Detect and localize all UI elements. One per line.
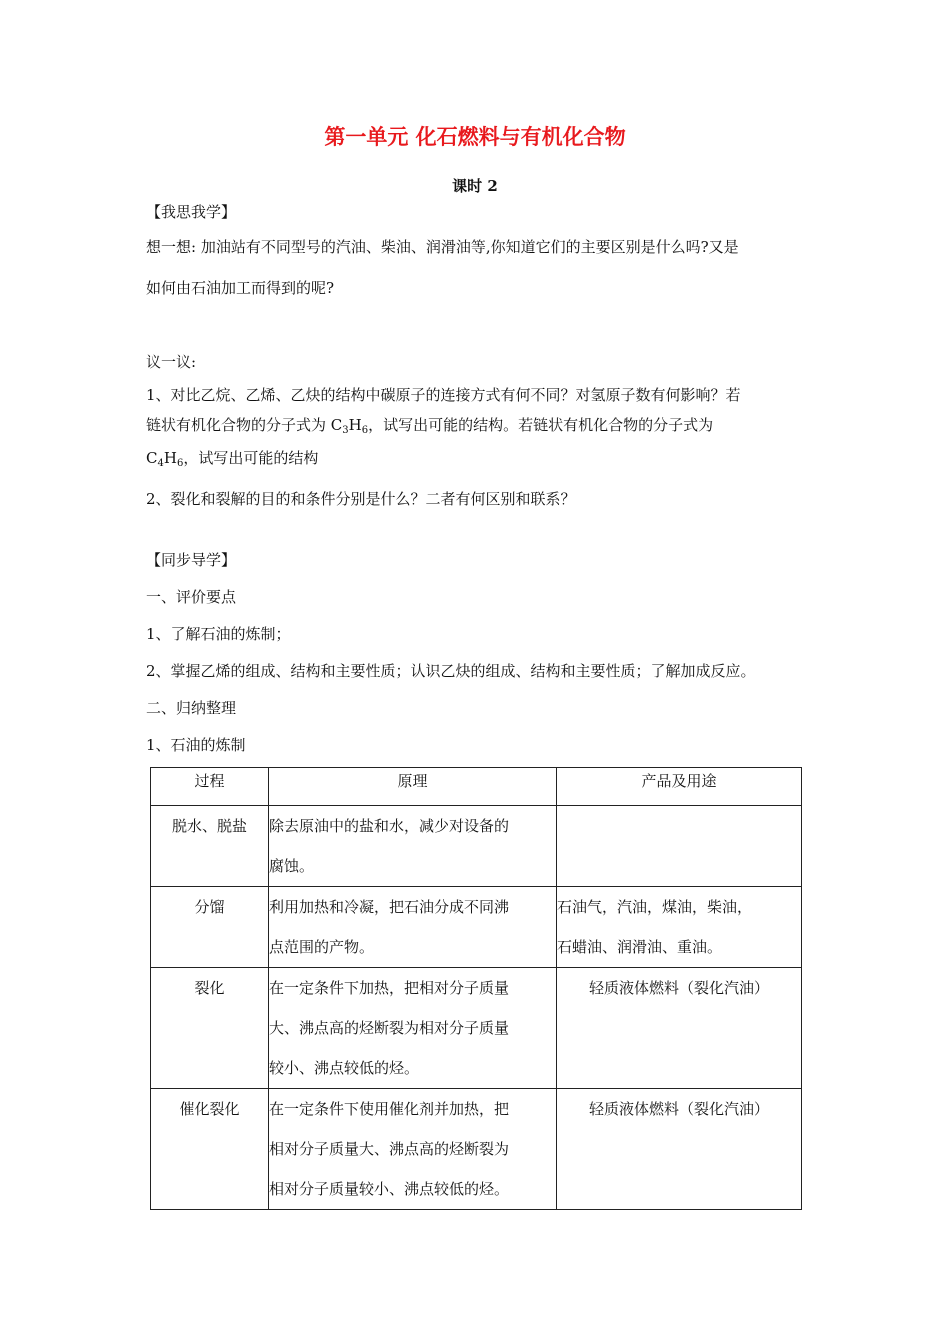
q1-line3-subscript-2: 6: [176, 458, 184, 469]
page-title: 第一单元 化石燃料与有机化合物: [324, 125, 626, 149]
header-process: 过程: [151, 768, 269, 806]
q1-subscript-1: 3: [342, 425, 349, 436]
header-product: 产品及用途: [557, 768, 802, 806]
lesson-subtitle: 课时 2: [452, 177, 498, 195]
principle-cell: [269, 887, 557, 968]
principle-line: 相对分子质量较小、沸点较低的烃。: [269, 1180, 510, 1198]
table-row: [151, 887, 802, 968]
q1-line3-text-c: ，试写出可能的结构: [183, 449, 319, 467]
principle-cell: [269, 1089, 557, 1210]
principle-line: 在一定条件下加热，把相对分子质量: [269, 979, 510, 997]
product-line: 轻质液体燃料（裂化汽油）: [588, 1100, 769, 1118]
table-row: [151, 968, 802, 1089]
principle-line: 大、沸点高的烃断裂为相对分子质量: [269, 1019, 510, 1037]
eval-heading: 一、评价要点: [146, 588, 237, 606]
refine-heading: 1、石油的炼制: [146, 736, 246, 754]
process-cell: 脱水、脱盐: [151, 806, 269, 887]
petroleum-refining-table: [150, 767, 802, 1210]
principle-line: 除去原油中的盐和水，减少对设备的: [269, 817, 510, 835]
principle-line: 腐蚀。: [269, 857, 315, 875]
think-paragraph-line-1: 想一想: 加油站有不同型号的汽油、柴油、润滑油等,你知道它们的主要区别是什么吗?又是: [146, 238, 739, 256]
question-1-line-2: [146, 414, 806, 442]
summary-heading: 二、归纳整理: [146, 699, 237, 717]
eval-item-1: 1、了解石油的炼制；: [146, 625, 291, 643]
principle-line: 相对分子质量大、沸点高的烃断裂为: [269, 1140, 510, 1158]
product-line: 石油气，汽油，煤油，柴油，: [557, 898, 753, 916]
table-row: [151, 806, 802, 887]
question-1-line-1: 1、对比乙烷、乙烯、乙炔的结构中碳原子的连接方式有何不同？对氢原子数有何影响？若: [146, 386, 741, 404]
q1-text-a: 链状有机化合物的分子式为 C: [146, 416, 343, 434]
section-heading-think: 【我思我学】: [146, 203, 237, 221]
process-cell: 催化裂化: [151, 1089, 269, 1210]
principle-cell: [269, 806, 557, 887]
q1-line3-subscript-1: 4: [157, 458, 164, 469]
discuss-label: 议一议:: [146, 353, 197, 371]
table-row: [151, 1089, 802, 1210]
principle-line: 利用加热和冷凝，把石油分成不同沸: [269, 898, 510, 916]
q1-subscript-2: 6: [361, 425, 369, 436]
principle-line: 在一定条件下使用催化剂并加热，把: [269, 1100, 510, 1118]
q1-line3-text-b: H: [163, 449, 177, 467]
q1-text-b: H: [348, 416, 362, 434]
product-cell: [557, 1089, 802, 1210]
q1-line3-text-a: C: [146, 449, 158, 467]
product-line: 轻质液体燃料（裂化汽油）: [588, 979, 769, 997]
question-1-line-3: [146, 447, 318, 475]
principle-cell: [269, 968, 557, 1089]
table-header-row: [151, 768, 802, 806]
process-cell: 分馏: [151, 887, 269, 968]
product-cell: [557, 968, 802, 1089]
product-line: 石蜡油、润滑油、重油。: [557, 938, 723, 956]
principle-line: 较小、沸点较低的烃。: [269, 1059, 420, 1077]
question-2: 2、裂化和裂解的目的和条件分别是什么？二者有何区别和联系？: [146, 490, 576, 508]
product-cell: [557, 806, 802, 887]
product-cell: [557, 887, 802, 968]
section-heading-sync: 【同步导学】: [146, 551, 237, 569]
eval-item-2: 2、掌握乙烯的组成、结构和主要性质；认识乙炔的组成、结构和主要性质；了解加成反应。: [146, 662, 756, 680]
principle-line: 点范围的产物。: [269, 938, 375, 956]
process-cell: 裂化: [151, 968, 269, 1089]
think-paragraph-line-2: 如何由石油加工而得到的呢?: [146, 279, 335, 297]
header-principle: 原理: [269, 768, 557, 806]
q1-text-c: ，试写出可能的结构。若链状有机化合物的分子式为: [368, 416, 714, 434]
